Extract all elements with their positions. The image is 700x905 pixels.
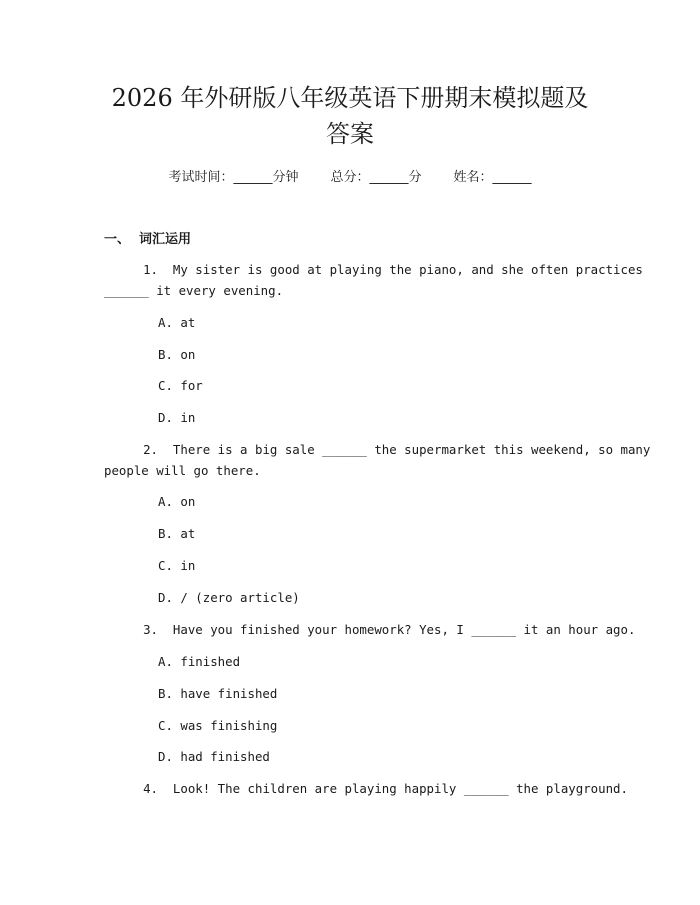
question-1-option-d[interactable]: D. in bbox=[158, 410, 196, 425]
question-1-option-a[interactable]: A. at bbox=[158, 315, 196, 330]
question-1-option-b[interactable]: B. on bbox=[158, 347, 196, 362]
student-name-field: 姓名：______ bbox=[453, 170, 532, 185]
exam-info-line bbox=[0, 168, 700, 188]
document-title bbox=[0, 80, 700, 152]
question-2-option-b[interactable]: B. at bbox=[158, 526, 196, 541]
question-text: Look! The children are playing happily ______ the playground. bbox=[172, 781, 628, 796]
question-2-stem-cont: people will go there. bbox=[104, 463, 261, 478]
question-1-stem-cont: ______ it every evening. bbox=[104, 283, 284, 298]
question-1-stem bbox=[104, 260, 643, 280]
question-2-option-d[interactable]: D. / (zero article) bbox=[158, 590, 300, 605]
question-4-stem bbox=[104, 779, 628, 799]
title-line-2: 答案 bbox=[326, 120, 374, 148]
question-number: 1. bbox=[143, 262, 158, 277]
question-number: 2. bbox=[143, 442, 158, 457]
question-3-option-d[interactable]: D. had finished bbox=[158, 749, 270, 764]
question-text: My sister is good at playing the piano, and she often practices bbox=[172, 262, 643, 277]
question-1-option-c[interactable]: C. for bbox=[158, 378, 203, 393]
question-number: 3. bbox=[143, 622, 158, 637]
question-3-stem bbox=[104, 620, 636, 640]
question-number: 4. bbox=[143, 781, 158, 796]
question-text: Have you finished your homework? Yes, I ______ it an hour ago. bbox=[172, 622, 636, 637]
total-score-field: 总分：______分 bbox=[330, 170, 422, 185]
question-2-option-c[interactable]: C. in bbox=[158, 558, 196, 573]
question-3-option-c[interactable]: C. was finishing bbox=[158, 718, 278, 733]
question-text: There is a big sale ______ the supermarket this weekend, so many bbox=[172, 442, 651, 457]
title-line-1: 2026 年外研版八年级英语下册期末模拟题及 bbox=[111, 84, 589, 112]
question-3-option-a[interactable]: A. finished bbox=[158, 654, 241, 669]
question-2-option-a[interactable]: A. on bbox=[158, 494, 196, 509]
question-3-option-b[interactable]: B. have finished bbox=[158, 686, 278, 701]
question-2-stem bbox=[104, 440, 651, 460]
section-heading: 一、 词汇运用 bbox=[104, 232, 192, 247]
exam-time-field: 考试时间：______分钟 bbox=[168, 170, 299, 185]
